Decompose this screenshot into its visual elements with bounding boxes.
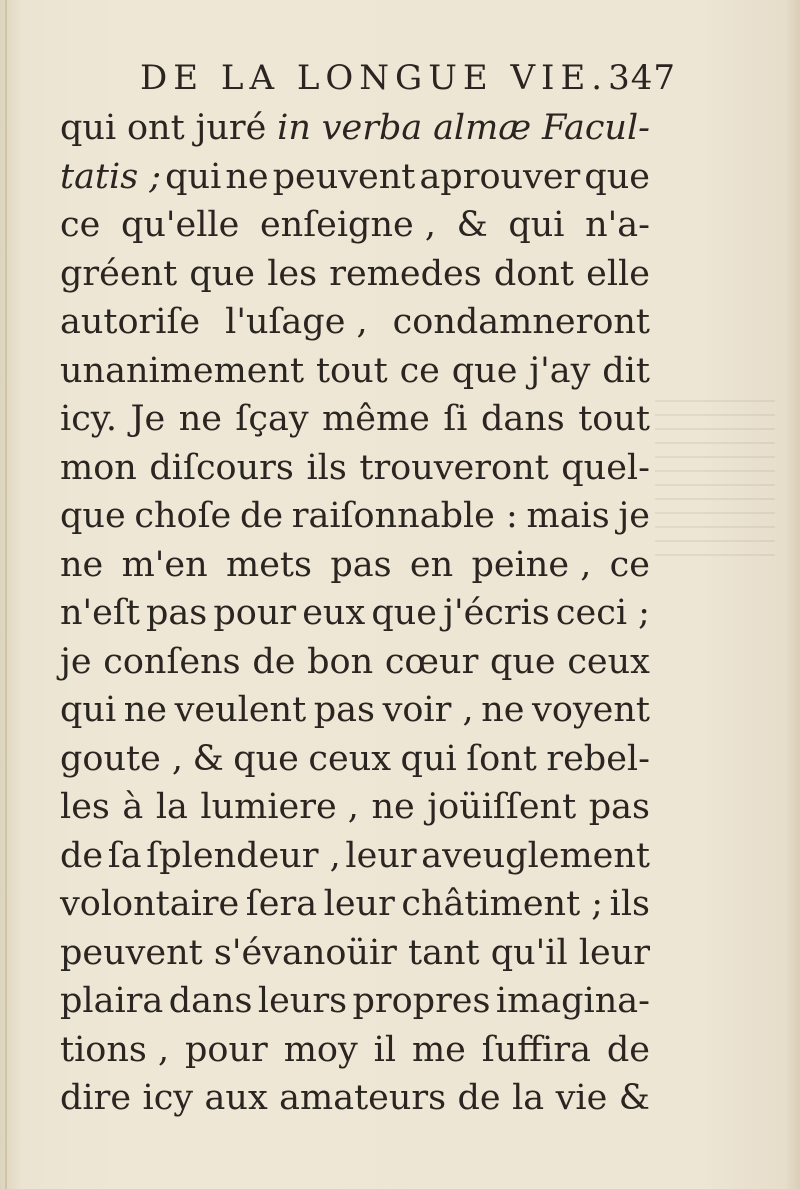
text-line bbox=[60, 638, 650, 687]
word: qui bbox=[60, 690, 117, 730]
word: dans bbox=[168, 981, 253, 1021]
text-line bbox=[60, 250, 650, 299]
word: juré bbox=[195, 108, 267, 148]
word: mon bbox=[60, 447, 137, 488]
word: de bbox=[606, 1029, 650, 1070]
show-through-bleed bbox=[655, 400, 775, 560]
text-line bbox=[60, 347, 650, 396]
word: qui bbox=[508, 205, 565, 245]
word: elle bbox=[586, 253, 650, 294]
word: eux bbox=[302, 593, 366, 633]
word: gréent bbox=[60, 253, 178, 294]
word: veulent bbox=[174, 690, 307, 730]
word: ceci ; bbox=[555, 593, 650, 633]
text-line bbox=[60, 589, 650, 638]
word: bon bbox=[307, 641, 374, 682]
word: leur bbox=[578, 932, 650, 973]
word: tions , bbox=[60, 1029, 170, 1070]
text-line bbox=[60, 929, 650, 978]
word: aux bbox=[204, 1078, 268, 1118]
text-line bbox=[60, 395, 650, 444]
word: dit bbox=[602, 350, 650, 391]
word: que bbox=[584, 156, 650, 197]
word: enſeigne , bbox=[259, 205, 436, 245]
word: tout bbox=[578, 399, 650, 439]
word: pas bbox=[313, 690, 375, 730]
word: icy bbox=[142, 1078, 194, 1118]
word: voyent bbox=[532, 690, 650, 730]
word: propres bbox=[352, 981, 491, 1021]
word: ſera bbox=[245, 884, 318, 924]
word: choſe bbox=[134, 496, 232, 536]
text-line bbox=[60, 298, 650, 347]
text-line bbox=[60, 1026, 650, 1075]
word: voir , bbox=[382, 690, 474, 730]
text-line bbox=[60, 735, 650, 784]
word: pas bbox=[146, 593, 208, 633]
word: il bbox=[373, 1029, 397, 1070]
word: & bbox=[192, 738, 224, 779]
word: qui bbox=[60, 108, 117, 148]
word: que bbox=[233, 738, 299, 779]
page-gutter-edge bbox=[5, 0, 7, 1189]
word: raiſonnable : bbox=[291, 496, 518, 536]
word: ſa bbox=[107, 835, 142, 876]
word: qu'elle bbox=[120, 205, 240, 245]
word: ſi bbox=[443, 399, 468, 439]
word: que bbox=[60, 496, 126, 536]
text-line bbox=[60, 153, 650, 202]
text-line bbox=[60, 492, 650, 541]
word: icy. bbox=[60, 399, 118, 439]
text-line bbox=[60, 541, 650, 590]
text-line bbox=[60, 977, 650, 1026]
text-line bbox=[60, 832, 650, 881]
word: tout bbox=[315, 350, 388, 391]
word: ce bbox=[399, 350, 440, 391]
word: je bbox=[60, 641, 92, 682]
text-line bbox=[60, 201, 650, 250]
word: de bbox=[239, 496, 284, 536]
word: volontaire bbox=[60, 884, 240, 924]
word: qui bbox=[400, 738, 457, 779]
word: rebel- bbox=[546, 738, 650, 779]
word: autoriſe bbox=[60, 302, 201, 342]
text-line bbox=[60, 686, 650, 735]
text-line bbox=[60, 444, 650, 493]
word: peuvent bbox=[60, 932, 203, 973]
word: les bbox=[60, 787, 110, 827]
word: à bbox=[122, 787, 144, 827]
word: Je bbox=[130, 399, 166, 439]
word: les bbox=[267, 253, 318, 294]
word: joüiſſent bbox=[427, 787, 577, 827]
word: ne bbox=[123, 690, 167, 730]
text-block bbox=[60, 52, 676, 1123]
word: ſplendeur , bbox=[146, 835, 341, 876]
word: plaira bbox=[60, 981, 164, 1021]
word: de bbox=[252, 641, 296, 682]
word: leurs bbox=[257, 981, 348, 1021]
word: ne bbox=[371, 787, 415, 827]
word: condamneront bbox=[392, 302, 650, 342]
word: que bbox=[189, 253, 256, 294]
word: la bbox=[155, 787, 188, 827]
word: leur bbox=[323, 884, 395, 924]
word: lumiere , bbox=[200, 787, 359, 827]
running-head-title: DE LA LONGUE VIE. bbox=[140, 58, 609, 98]
italic-word: almæ bbox=[433, 108, 532, 148]
word: pas bbox=[588, 787, 650, 827]
word: dire bbox=[60, 1078, 132, 1118]
word: ne bbox=[60, 544, 104, 585]
word: qu'il bbox=[490, 932, 568, 973]
word: ſont bbox=[466, 738, 537, 779]
word: ſuffira bbox=[481, 1029, 591, 1070]
word: n'a- bbox=[585, 205, 650, 245]
word: dans bbox=[480, 399, 565, 439]
word: ne bbox=[225, 156, 269, 197]
italic-word: tatis ; bbox=[60, 156, 162, 197]
word: peine , bbox=[471, 544, 592, 585]
word: vie bbox=[555, 1078, 608, 1118]
word: pour bbox=[213, 593, 297, 633]
word: la bbox=[512, 1078, 545, 1118]
text-line bbox=[60, 783, 650, 832]
word: ils bbox=[306, 447, 347, 488]
word: même bbox=[322, 399, 430, 439]
word: pour bbox=[185, 1029, 268, 1070]
word: de bbox=[60, 835, 104, 876]
italic-word: in bbox=[277, 108, 311, 148]
word: me bbox=[411, 1029, 466, 1070]
word: amateurs bbox=[279, 1078, 447, 1118]
text-line bbox=[60, 104, 650, 153]
text-line bbox=[60, 1074, 650, 1123]
word: trouveront bbox=[359, 447, 549, 488]
word: diſcours bbox=[149, 447, 294, 488]
word: ont bbox=[126, 108, 185, 148]
word: que bbox=[451, 350, 518, 391]
word: quel- bbox=[561, 447, 650, 488]
word: n'eſt bbox=[60, 593, 140, 633]
word: que bbox=[371, 593, 437, 633]
word: ce bbox=[60, 205, 101, 245]
word: mets bbox=[226, 544, 312, 585]
word: ce bbox=[609, 544, 650, 585]
word: conſens bbox=[103, 641, 241, 682]
word: je bbox=[618, 496, 650, 536]
word: s'évanoüir bbox=[213, 932, 397, 973]
word: & bbox=[618, 1078, 650, 1118]
word: ceux bbox=[308, 738, 392, 779]
word: qui bbox=[165, 156, 222, 197]
italic-word: verba bbox=[321, 108, 423, 148]
word: peuvent bbox=[272, 156, 416, 197]
word: ne bbox=[481, 690, 525, 730]
word: que bbox=[489, 641, 556, 682]
word: imagina- bbox=[495, 981, 650, 1021]
word: j'écris bbox=[443, 593, 550, 633]
word: ne bbox=[178, 399, 222, 439]
running-head bbox=[60, 52, 676, 104]
italic-word: Facul- bbox=[542, 108, 650, 148]
word: de bbox=[457, 1078, 501, 1118]
word: ceux bbox=[567, 641, 650, 682]
word: châtiment ; bbox=[401, 884, 604, 924]
word: leur bbox=[345, 835, 417, 876]
word: remedes bbox=[329, 253, 482, 294]
word: ſçay bbox=[235, 399, 309, 439]
word: m'en bbox=[121, 544, 208, 585]
text-line bbox=[60, 880, 650, 929]
word: cœur bbox=[384, 641, 479, 682]
word: j'ay bbox=[529, 350, 591, 391]
word: aveuglement bbox=[421, 835, 650, 876]
word: mais bbox=[526, 496, 610, 536]
page-number: 347 bbox=[608, 58, 676, 98]
word: ils bbox=[609, 884, 650, 924]
word: en bbox=[409, 544, 454, 585]
word: tant bbox=[408, 932, 480, 973]
word: goute , bbox=[60, 738, 184, 779]
word: moy bbox=[283, 1029, 358, 1070]
word: pas bbox=[330, 544, 392, 585]
word: aprouver bbox=[419, 156, 581, 197]
word: unanimement bbox=[60, 350, 305, 391]
word: dont bbox=[493, 253, 574, 294]
word: & bbox=[456, 205, 488, 245]
word: l'uſage , bbox=[225, 302, 368, 342]
